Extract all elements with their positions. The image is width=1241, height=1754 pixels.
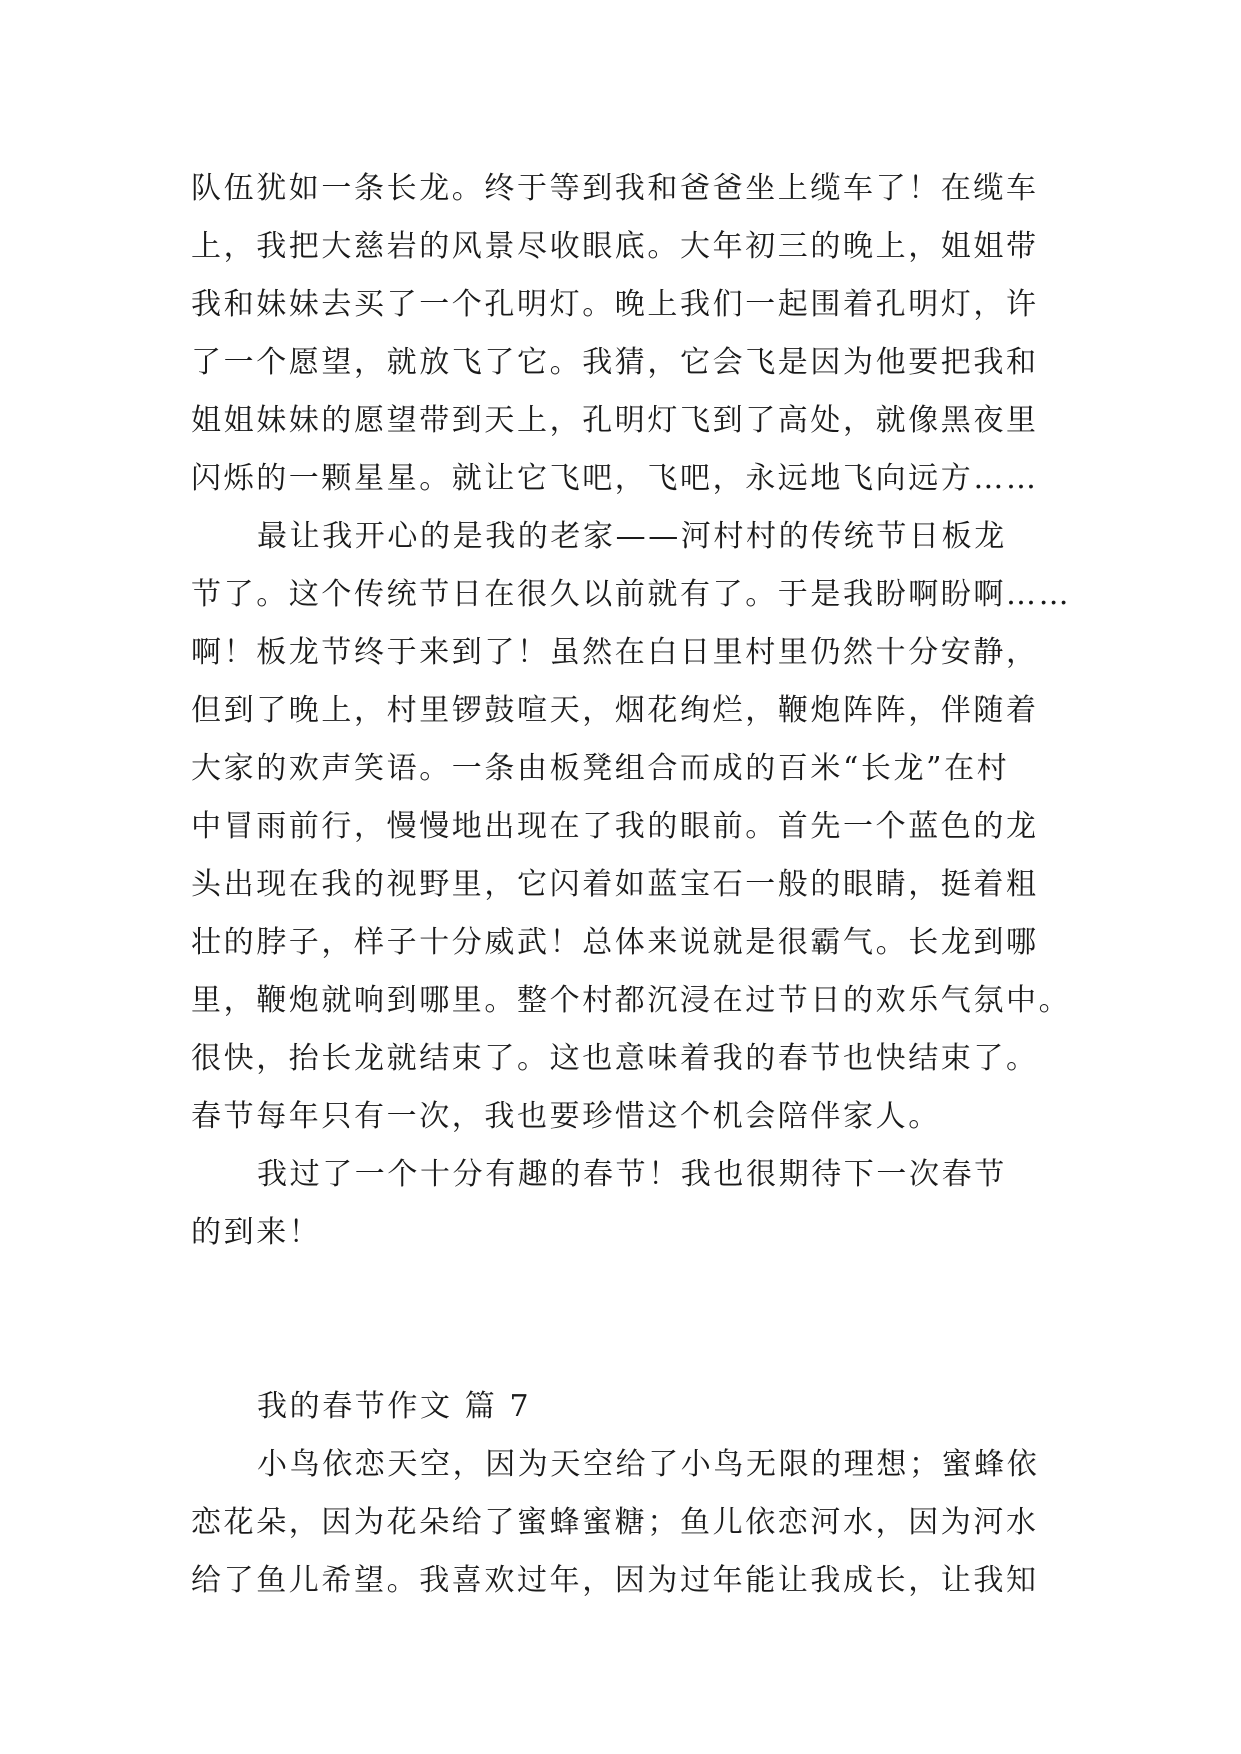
paragraph-conclusion: [191, 1146, 1051, 1262]
text-line: 节了。这个传统节日在很久以前就有了。于是我盼啊盼啊……: [191, 577, 1072, 612]
text-line: 闪烁的一颗星星。就让它飞吧，飞吧，永远地飞向远方……: [191, 461, 1039, 496]
paragraph-banlong-festival: [191, 508, 1072, 1146]
text-line: 但到了晚上，村里锣鼓喧天，烟花绚烂，鞭炮阵阵，伴随着: [191, 693, 1039, 728]
text-line: 给了鱼儿希望。我喜欢过年，因为过年能让我成长，让我知: [191, 1563, 1039, 1598]
text-line: 了一个愿望，就放飞了它。我猜，它会飞是因为他要把我和: [191, 345, 1039, 380]
text-line: 上，我把大慈岩的风景尽收眼底。大年初三的晚上，姐姐带: [191, 229, 1039, 264]
text-line: 中冒雨前行，慢慢地出现在了我的眼前。首先一个蓝色的龙: [191, 809, 1039, 844]
text-line: 最让我开心的是我的老家——河村村的传统节日板龙: [257, 519, 1007, 554]
text-line: 啊！板龙节终于来到了！虽然在白日里村里仍然十分安静，: [191, 635, 1039, 670]
section-spacer: [191, 1262, 1051, 1378]
text-line: 里，鞭炮就响到哪里。整个村都沉浸在过节日的欢乐气氛中。: [191, 983, 1072, 1018]
text-line: 恋花朵，因为花朵给了蜜蜂蜜糖；鱼儿依恋河水，因为河水: [191, 1505, 1039, 1540]
essay-text: [191, 160, 1072, 1610]
text-line: 很快，抬长龙就结束了。这也意味着我的春节也快结束了。: [191, 1041, 1039, 1076]
text-line: 我过了一个十分有趣的春节！我也很期待下一次春节: [257, 1157, 1007, 1192]
text-line: 大家的欢声笑语。一条由板凳组合而成的百米“长龙”在村: [191, 751, 1010, 786]
text-line: 壮的脖子，样子十分威武！总体来说就是很霸气。长龙到哪: [191, 925, 1039, 960]
section-heading: 我的春节作文 篇 7: [257, 1389, 532, 1424]
text-line: 姐姐妹妹的愿望带到天上，孔明灯飞到了高处，就像黑夜里: [191, 403, 1039, 438]
text-line: 队伍犹如一条长龙。终于等到我和爸爸坐上缆车了！在缆车: [191, 171, 1039, 206]
text-line: 的到来！: [191, 1215, 322, 1250]
text-line: 头出现在我的视野里，它闪着如蓝宝石一般的眼睛，挺着粗: [191, 867, 1039, 902]
text-line: 小鸟依恋天空，因为天空给了小鸟无限的理想；蜜蜂依: [257, 1447, 1040, 1482]
paragraph-kongming-lantern: [191, 160, 1051, 508]
text-line: 春节每年只有一次，我也要珍惜这个机会陪伴家人。: [191, 1099, 941, 1134]
paragraph-essay-7-intro: [191, 1436, 1051, 1610]
text-line: 我和妹妹去买了一个孔明灯。晚上我们一起围着孔明灯，许: [191, 287, 1039, 322]
